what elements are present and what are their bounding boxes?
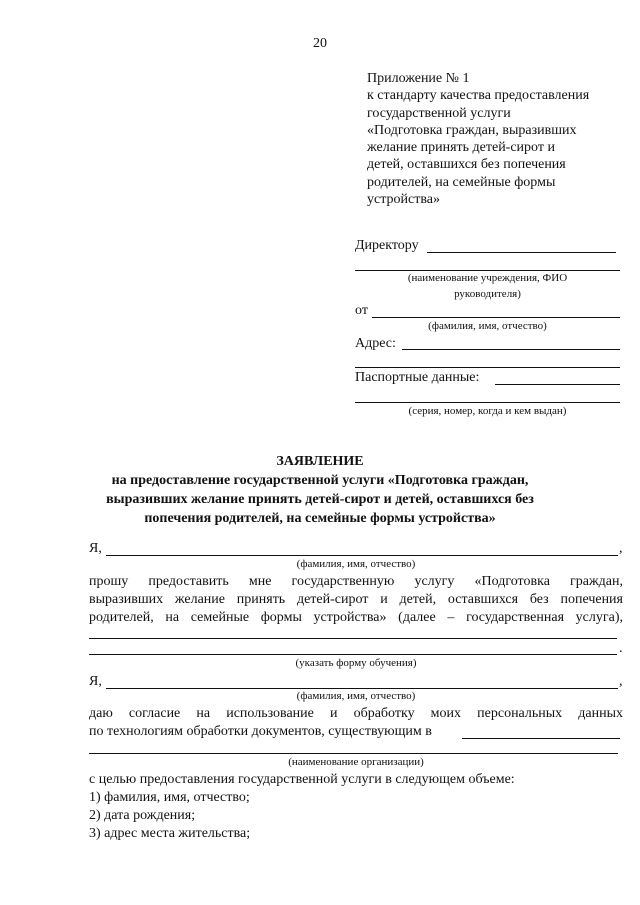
appendix-line: детей, оставшихся без попечения xyxy=(367,157,566,173)
appendix-block xyxy=(367,70,589,208)
name-hint-2: (фамилия, имя, отчество) xyxy=(296,690,416,702)
institution-hint: (наименование учреждения, ФИО xyxy=(407,272,568,284)
form-hint: (указать форму обучения) xyxy=(295,657,417,669)
form-field[interactable] xyxy=(89,638,617,639)
consent-line-2: по технологиям обработки документов, существующим в xyxy=(89,724,432,739)
institution-hint-2: руководителя) xyxy=(454,288,521,300)
i-label: Я, xyxy=(89,541,102,556)
name-hint: (фамилия, имя, отчество) xyxy=(296,558,416,570)
org-hint: (наименование организации) xyxy=(288,756,424,768)
list-item: 1) фамилия, имя, отчество; xyxy=(89,790,250,805)
from-field[interactable] xyxy=(372,317,620,318)
request-line: прошу предоставить мне государственную услугу «Подготовка граждан, xyxy=(89,574,623,589)
request-line: выразивших желание принять детей-сирот и детей, оставшихся без попечения xyxy=(89,592,623,607)
institution-field[interactable] xyxy=(355,270,620,271)
organization-field-2[interactable] xyxy=(89,753,618,754)
comma: , xyxy=(619,541,623,556)
consent-name-field[interactable] xyxy=(106,688,618,689)
appendix-line: Приложение № 1 xyxy=(367,71,470,86)
comma-2: , xyxy=(619,674,623,689)
purpose-line: с целью предоставления государственной услуги в следующем объеме: xyxy=(89,772,515,787)
appendix-line: государственной услуги xyxy=(367,105,511,121)
page-number: 20 xyxy=(313,36,327,51)
director-field[interactable] xyxy=(427,252,616,253)
passport-label: Паспортные данные: xyxy=(355,370,480,385)
i-label-2: Я, xyxy=(89,674,102,689)
from-label: от xyxy=(355,303,368,318)
organization-field[interactable] xyxy=(462,738,620,739)
to-director-label: Директору xyxy=(355,238,419,253)
form-field-2[interactable] xyxy=(89,654,617,655)
consent-line: даю согласие на использование и обработку моих персональных данных xyxy=(89,706,623,721)
appendix-line: устройства» xyxy=(367,192,440,208)
appendix-line: родителей, на семейные формы xyxy=(367,174,556,190)
request-line: родителей, на семейные формы устройства» (далее – государственная услуга), xyxy=(89,610,623,625)
address-field-2[interactable] xyxy=(355,367,620,368)
list-item: 2) дата рождения; xyxy=(89,808,196,823)
passport-hint: (серия, номер, когда и кем выдан) xyxy=(408,405,567,417)
appendix-line: к стандарту качества предоставления xyxy=(367,88,590,104)
title-line: выразивших желание принять детей-сирот и детей, оставшихся без xyxy=(106,492,534,507)
passport-field-2[interactable] xyxy=(355,402,620,403)
address-label: Адрес: xyxy=(355,336,396,351)
passport-field[interactable] xyxy=(495,384,620,385)
appendix-line: «Подготовка граждан, выразивших xyxy=(367,122,577,138)
document-title: ЗАЯВЛЕНИЕ xyxy=(276,454,364,469)
title-line: на предоставление государственной услуги «Подготовка граждан, xyxy=(111,473,529,488)
from-hint: (фамилия, имя, отчество) xyxy=(428,320,547,332)
applicant-name-field[interactable] xyxy=(106,555,618,556)
address-field[interactable] xyxy=(402,349,620,350)
period: . xyxy=(619,641,623,656)
title-line: попечения родителей, на семейные формы устройства» xyxy=(144,511,496,526)
appendix-line: желание принять детей-сирот и xyxy=(367,140,555,156)
list-item: 3) адрес места жительства; xyxy=(89,826,251,841)
